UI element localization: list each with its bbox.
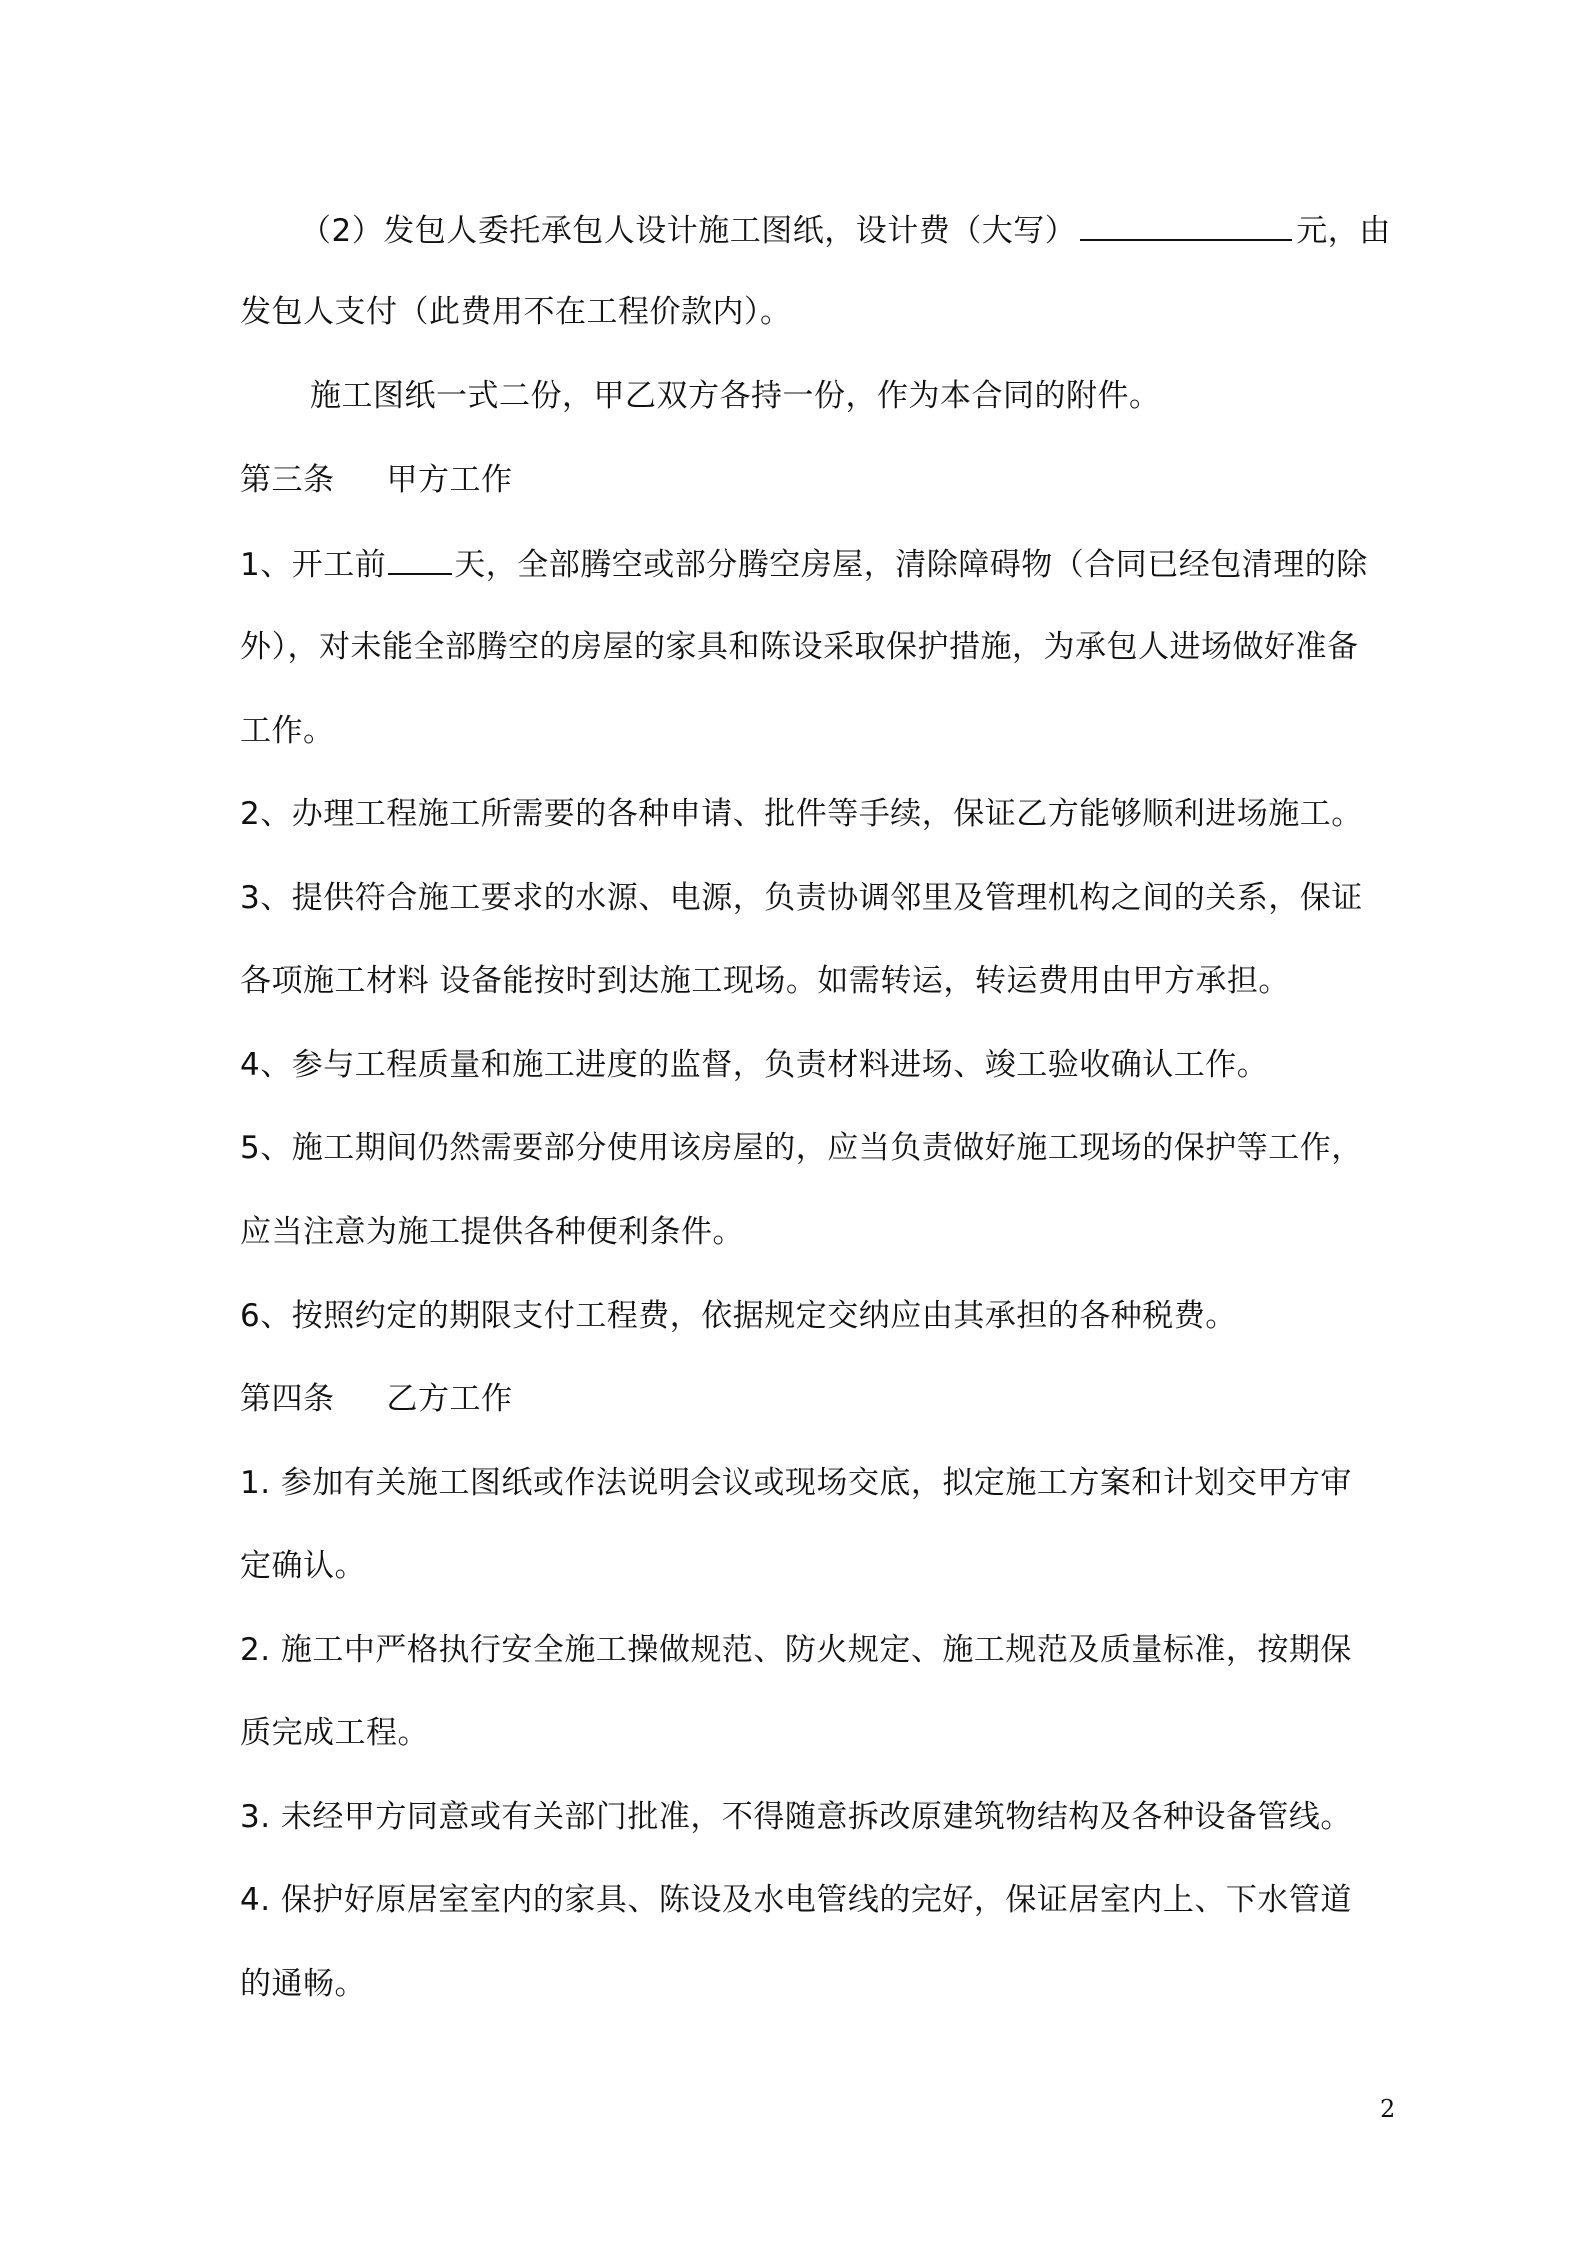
article-3-item-5-line1: 5、施工期间仍然需要部分使用该房屋的，应当负责做好施工现场的保护等工作， bbox=[240, 1130, 1363, 1166]
article-3-item-3-line1: 3、提供符合施工要求的水源、电源，负责协调邻里及管理机构之间的关系，保证 bbox=[240, 880, 1363, 916]
article-3-item-6: 6、按照约定的期限支付工程费，依据规定交纳应由其承担的各种税费。 bbox=[240, 1298, 1237, 1334]
article-4-item-2-line1: 2. 施工中严格执行安全施工操做规范、防火规定、施工规范及质量标准，按期保 bbox=[240, 1632, 1352, 1668]
article-4-title: 乙方工作 bbox=[386, 1381, 513, 1417]
page-number: 2 bbox=[1380, 2095, 1396, 2123]
article-3-item-2: 2、办理工程施工所需要的各种申请、批件等手续，保证乙方能够顺利进场施工。 bbox=[240, 796, 1363, 832]
paragraph-drawings-copies: 施工图纸一式二份，甲乙双方各持一份，作为本合同的附件。 bbox=[310, 378, 1161, 414]
article-4-item-1-line1: 1. 参加有关施工图纸或作法说明会议或现场交底，拟定施工方案和计划交甲方审 bbox=[240, 1465, 1352, 1501]
item-1-text-end: 天，全部腾空或部分腾空房屋，清除障碍物（合同已经包清理的除 bbox=[454, 547, 1368, 583]
article-3-label: 第三条 bbox=[240, 462, 335, 498]
article-3-item-1-line2: 外），对未能全部腾空的房屋的家具和陈设采取保护措施，为承包人进场做好准备 bbox=[240, 629, 1359, 665]
paragraph-design-fee-line1 bbox=[300, 209, 1391, 251]
paragraph-design-fee-line2: 发包人支付（此费用不在工程价款内）。 bbox=[240, 294, 792, 330]
article-3-item-3-line2: 各项施工材料 设备能按时到达施工现场。如需转运，转运费用由甲方承担。 bbox=[240, 963, 1290, 999]
article-3-heading bbox=[240, 460, 513, 500]
article-4-label: 第四条 bbox=[240, 1381, 335, 1417]
article-4-item-1-line2: 定确认。 bbox=[240, 1548, 366, 1584]
article-3-item-1-line3: 工作。 bbox=[240, 713, 335, 749]
article-4-item-4-line1: 4. 保护好原居室室内的家具、陈设及水电管线的完好，保证居室内上、下水管道 bbox=[240, 1882, 1352, 1918]
days-before-start-blank[interactable] bbox=[388, 543, 452, 575]
design-fee-blank[interactable] bbox=[1080, 209, 1292, 241]
article-3-item-4: 4、参与工程质量和施工进度的监督，负责材料进场、竣工验收确认工作。 bbox=[240, 1047, 1269, 1083]
article-3-item-1-line1 bbox=[240, 543, 1368, 585]
design-fee-text: （2）发包人委托承包人设计施工图纸，设计费（大写） bbox=[300, 213, 1077, 249]
article-4-item-4-line2: 的通畅。 bbox=[240, 1966, 366, 2002]
item-1-text: 1、开工前 bbox=[240, 547, 387, 583]
design-fee-text-end: 元，由 bbox=[1296, 213, 1391, 249]
article-3-item-5-line2: 应当注意为施工提供各种便利条件。 bbox=[240, 1214, 744, 1250]
article-4-item-3: 3. 未经甲方同意或有关部门批准，不得随意拆改原建筑物结构及各种设备管线。 bbox=[240, 1799, 1352, 1835]
article-4-heading bbox=[240, 1379, 513, 1419]
article-4-item-2-line2: 质完成工程。 bbox=[240, 1715, 429, 1751]
article-3-title: 甲方工作 bbox=[386, 462, 513, 498]
